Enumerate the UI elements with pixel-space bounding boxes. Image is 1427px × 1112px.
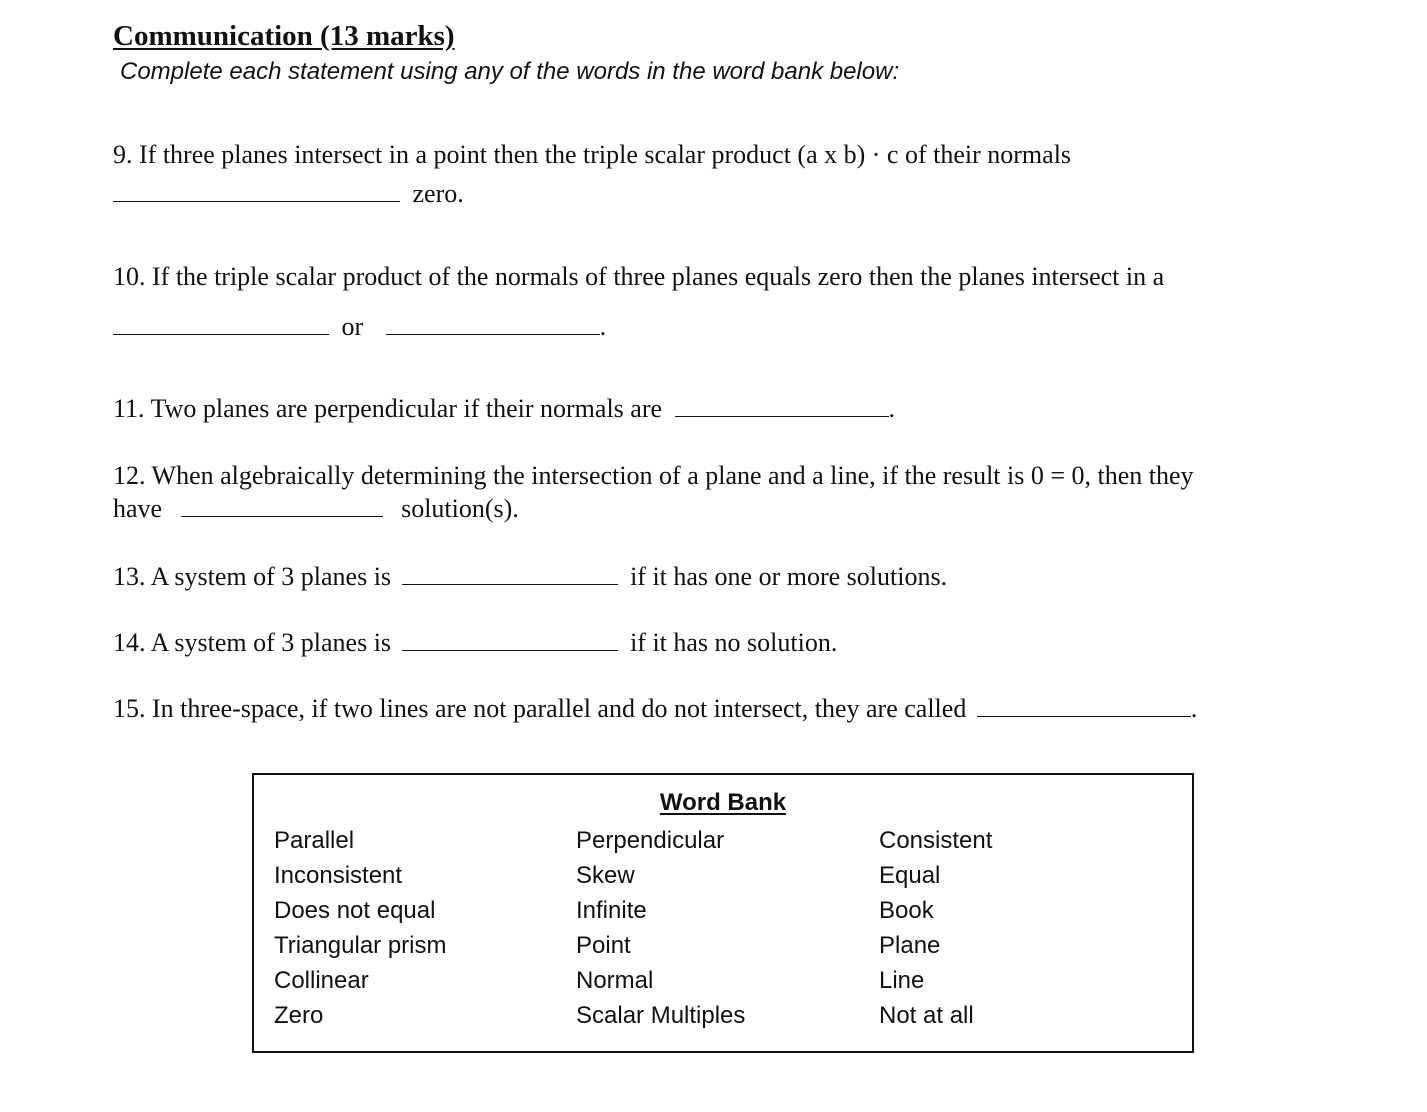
question-9-line-2 xyxy=(113,177,464,210)
word-bank-item: Not at all xyxy=(879,1002,974,1029)
question-12-after: solution(s). xyxy=(401,494,519,523)
question-11-before: 11. Two planes are perpendicular if their normals are xyxy=(113,394,663,423)
question-13 xyxy=(113,560,947,593)
question-15 xyxy=(113,692,1197,725)
question-11 xyxy=(113,392,895,425)
word-bank-column-2 xyxy=(576,823,745,1033)
word-bank-item: Point xyxy=(576,932,631,959)
word-bank-column-1 xyxy=(274,823,447,1033)
question-10-line-1: 10. If the triple scalar product of the normals of three planes equals zero then the planes intersect in a xyxy=(113,262,1165,291)
word-bank-item: Equal xyxy=(879,862,941,889)
question-14-after: if it has no solution. xyxy=(630,628,838,657)
question-11-end: . xyxy=(888,394,896,423)
word-bank-item: Line xyxy=(879,967,925,994)
question-10-blank-1[interactable] xyxy=(113,312,329,335)
question-11-blank[interactable] xyxy=(675,394,889,417)
question-12-line-2 xyxy=(113,492,519,525)
question-9-after: zero. xyxy=(412,179,464,208)
word-bank-item: Collinear xyxy=(274,967,369,994)
question-10-blank-2[interactable] xyxy=(386,312,600,335)
instructions-text: Complete each statement using any of the words in the word bank below: xyxy=(120,58,900,85)
word-bank-item: Perpendicular xyxy=(576,827,725,854)
word-bank-item: Triangular prism xyxy=(274,932,447,959)
question-10-middle: or xyxy=(341,312,364,341)
word-bank-item: Inconsistent xyxy=(274,862,403,889)
question-10-end: . xyxy=(599,312,607,341)
question-9-line-1: 9. If three planes intersect in a point then the triple scalar product (a x b) · c of their normals xyxy=(113,140,1072,169)
question-12-line-1: 12. When algebraically determining the intersection of a plane and a line, if the result is 0 = 0, then they xyxy=(113,461,1194,490)
question-14 xyxy=(113,626,837,659)
question-15-before: 15. In three-space, if two lines are not parallel and do not intersect, they are called xyxy=(113,694,967,723)
word-bank-item: Normal xyxy=(576,967,654,994)
section-title: Communication (13 marks) xyxy=(113,20,455,52)
question-12-blank[interactable] xyxy=(181,494,383,517)
word-bank-column-3 xyxy=(879,823,992,1033)
word-bank-item: Book xyxy=(879,897,934,924)
question-10-line-2 xyxy=(113,310,606,343)
question-15-end: . xyxy=(1190,694,1198,723)
word-bank-item: Infinite xyxy=(576,897,647,924)
question-13-before: 13. A system of 3 planes is xyxy=(113,562,392,591)
word-bank-item: Skew xyxy=(576,862,635,889)
word-bank-item: Scalar Multiples xyxy=(576,1002,746,1029)
question-9-blank[interactable] xyxy=(113,179,400,202)
question-13-blank[interactable] xyxy=(402,562,618,585)
word-bank-item: Plane xyxy=(879,932,941,959)
question-14-before: 14. A system of 3 planes is xyxy=(113,628,392,657)
word-bank-box xyxy=(252,773,1194,1053)
question-14-blank[interactable] xyxy=(402,628,618,651)
word-bank-item: Consistent xyxy=(879,827,993,854)
word-bank-item: Does not equal xyxy=(274,897,436,924)
question-15-blank[interactable] xyxy=(977,694,1191,717)
word-bank-title: Word Bank xyxy=(659,789,787,816)
word-bank-item: Zero xyxy=(274,1002,324,1029)
question-12-before: have xyxy=(113,494,163,523)
word-bank-item: Parallel xyxy=(274,827,355,854)
question-13-after: if it has one or more solutions. xyxy=(630,562,948,591)
